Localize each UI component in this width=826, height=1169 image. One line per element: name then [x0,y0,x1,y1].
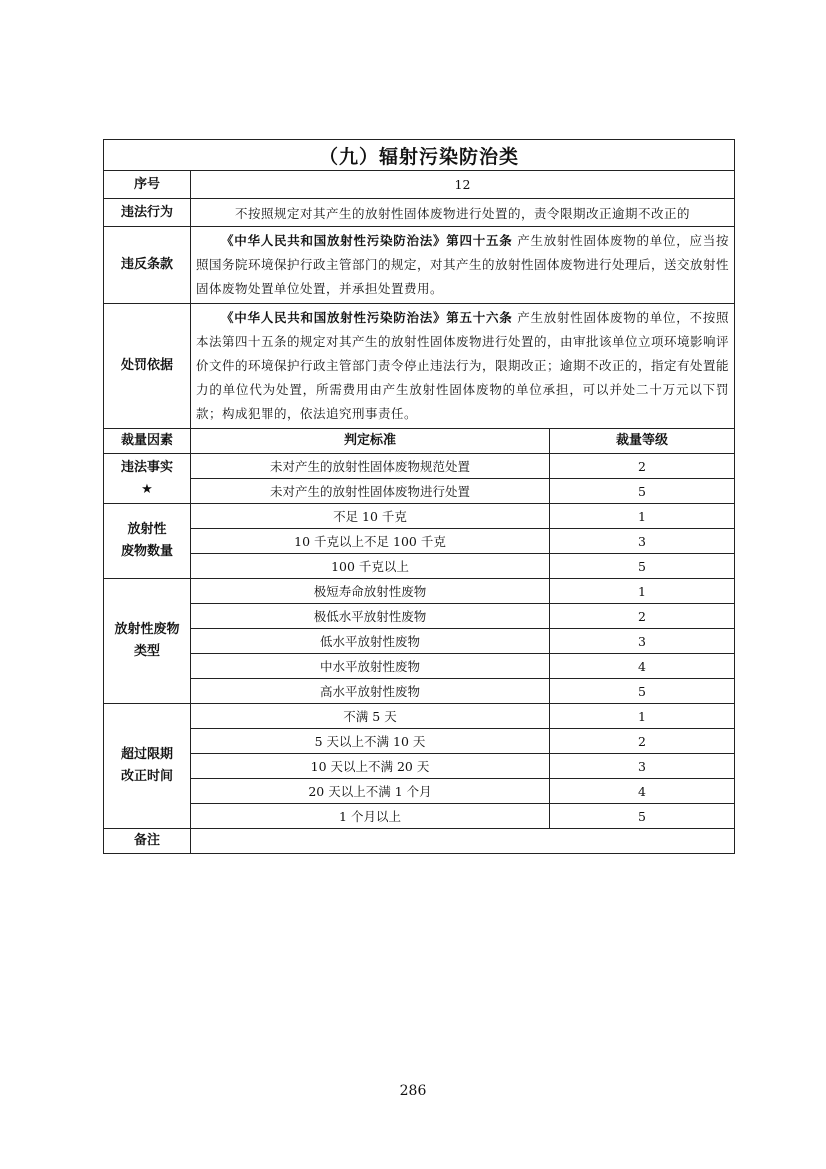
clause-label: 违反条款 [104,227,191,304]
penalty-text [191,304,735,429]
clause-text [191,227,735,304]
remarks-label: 备注 [104,829,191,854]
table-row [104,454,735,479]
criteria-cell: 极低水平放射性废物 [191,604,550,629]
criteria-cell: 极短寿命放射性废物 [191,579,550,604]
header-criteria: 判定标准 [191,429,550,454]
table-row [104,629,735,654]
criteria-cell: 低水平放射性废物 [191,629,550,654]
penalty-label: 处罚依据 [104,304,191,429]
criteria-cell: 不满 5 天 [191,704,550,729]
star-mark-icon: ★ [141,481,153,497]
violation-label: 违法行为 [104,199,191,227]
level-cell: 5 [550,679,735,704]
criteria-cell: 5 天以上不满 10 天 [191,729,550,754]
discretion-table [103,139,735,854]
header-level: 裁量等级 [550,429,735,454]
table-row [104,654,735,679]
clause-body: 产生放射性固体废物的单位，应当按照国务院环境保护行政主管部门的规定，对其产生的放射性固体废物进行处理后，送交放射性固体废物处置单位处置，并承担处置费用。 [196,233,730,296]
table-row [104,804,735,829]
level-cell: 1 [550,504,735,529]
factor-label: 放射性废物 [114,622,180,637]
table-row [104,479,735,504]
level-cell: 1 [550,579,735,604]
factor-label: 违法事实 [120,459,173,475]
level-cell: 3 [550,629,735,654]
table-row [104,729,735,754]
violation-value: 不按照规定对其产生的放射性固体废物进行处置的，责令限期改正逾期不改正的 [191,199,735,227]
level-cell: 5 [550,479,735,504]
level-cell: 2 [550,454,735,479]
factor-cell [104,704,191,829]
table-row [104,529,735,554]
table-row [104,679,735,704]
criteria-cell: 10 天以上不满 20 天 [191,754,550,779]
criteria-cell: 1 个月以上 [191,804,550,829]
criteria-cell: 不足 10 千克 [191,504,550,529]
level-cell: 4 [550,654,735,679]
factor-cell [104,454,191,504]
factor-label: 超过限期 [120,747,173,762]
factor-label-line2: 废物数量 [120,544,173,559]
factor-cell [104,579,191,704]
criteria-cell: 未对产生的放射性固体废物规范处置 [191,454,550,479]
serial-value: 12 [191,171,735,199]
factor-cell [104,504,191,579]
table-row [104,779,735,804]
criteria-cell: 20 天以上不满 1 个月 [191,779,550,804]
level-cell: 5 [550,554,735,579]
penalty-body: 产生放射性固体废物的单位，不按照本法第四十五条的规定对其产生的放射性固体废物进行处置的，由审批该单位立项环境影响评价文件的环境保护行政主管部门责令停止违法行为，限期改正；逾期不改正的，指定有处置能力的单位代为处置，所需费用由产生放射性固体废物的单位承担，可以并处二十万元以下罚款；构成犯罪的，依法追究刑事责任。 [196,310,730,421]
criteria-cell: 10 千克以上不足 100 千克 [191,529,550,554]
criteria-cell: 未对产生的放射性固体废物进行处置 [191,479,550,504]
table-row [104,554,735,579]
page-number: 286 [399,1083,427,1099]
level-cell: 4 [550,779,735,804]
table-row [104,504,735,529]
table-title: （九）辐射污染防治类 [104,140,735,171]
level-cell: 2 [550,729,735,754]
criteria-cell: 高水平放射性废物 [191,679,550,704]
level-cell: 3 [550,529,735,554]
level-cell: 1 [550,704,735,729]
table-row [104,704,735,729]
table-row [104,754,735,779]
level-cell: 5 [550,804,735,829]
remarks-value [191,829,735,854]
header-factor: 裁量因素 [104,429,191,454]
criteria-cell: 100 千克以上 [191,554,550,579]
factor-label: 放射性 [127,522,167,537]
criteria-cell: 中水平放射性废物 [191,654,550,679]
level-cell: 2 [550,604,735,629]
factor-label-line2: 类型 [133,644,160,659]
factor-label-line2: 改正时间 [120,769,173,784]
clause-law: 《中华人民共和国放射性污染防治法》第四十五条 [221,233,513,248]
level-cell: 3 [550,754,735,779]
penalty-law: 《中华人民共和国放射性污染防治法》第五十六条 [221,310,513,325]
serial-label: 序号 [104,171,191,199]
table-row [104,579,735,604]
table-row [104,604,735,629]
